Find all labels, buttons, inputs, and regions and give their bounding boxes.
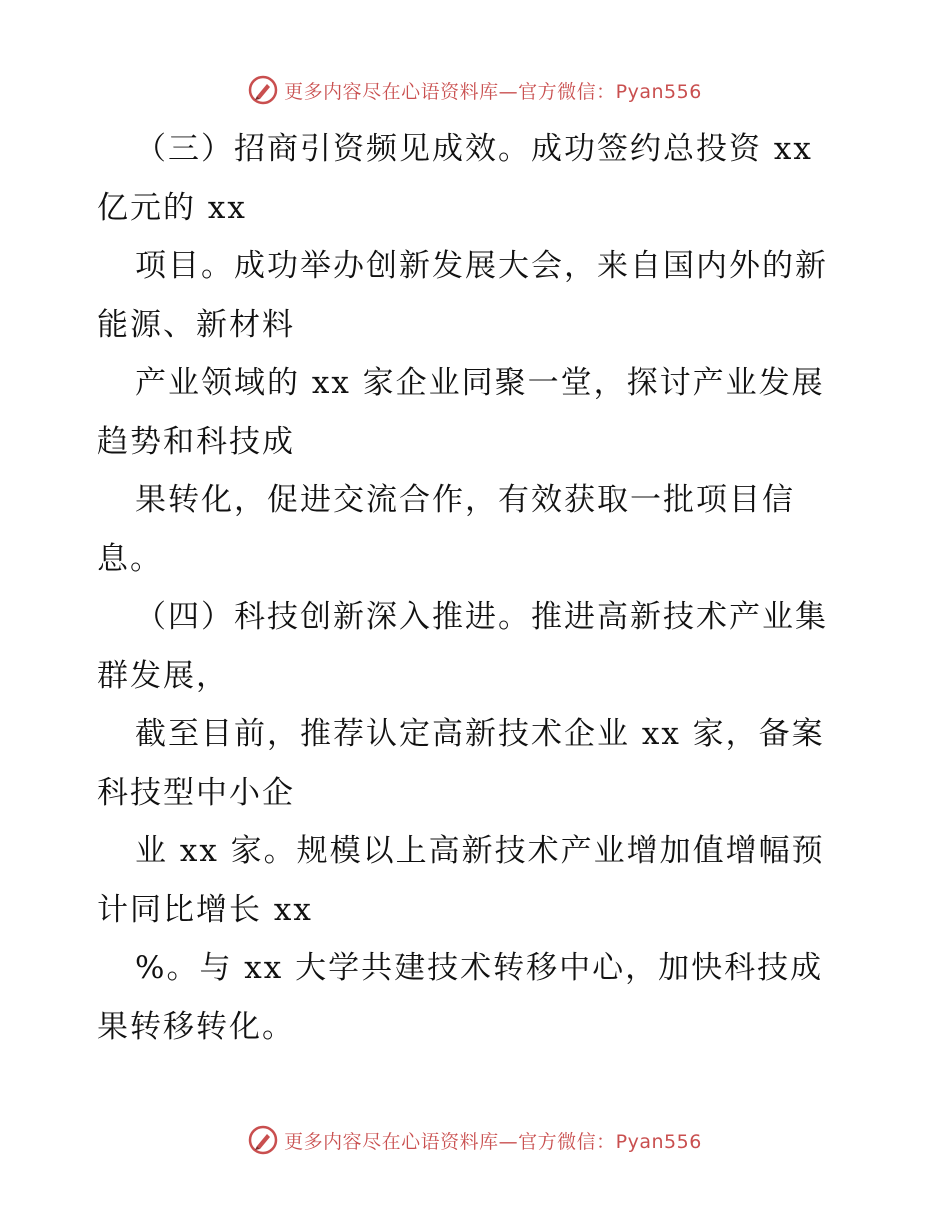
text-line: 截至目前，推荐认定高新技术企业 xx 家，备案: [135, 716, 825, 752]
text-line: 果转化，促进交流合作，有效获取一批项目信: [135, 482, 795, 518]
text-line: （四）科技创新深入推进。推进高新技术产业集: [135, 599, 828, 635]
watermark-text: 更多内容尽在心语资料库—官方微信：Pyan556: [284, 1130, 702, 1153]
text-line: 业 xx 家。规模以上高新技术产业增加值增幅预: [135, 833, 825, 869]
text-line: 计同比增长 xx: [97, 891, 313, 928]
text-line: 能源、新材料: [97, 306, 295, 343]
pen-logo-icon: [248, 1125, 278, 1155]
document-body: [97, 120, 857, 1056]
text-line: 项目。成功举办创新发展大会，来自国内外的新: [135, 248, 828, 284]
text-line: %。与 xx 大学共建技术转移中心，加快科技成: [135, 950, 824, 986]
pen-logo-icon: [248, 75, 278, 105]
text-line: 科技型中小企: [97, 774, 295, 811]
text-line: 趋势和科技成: [97, 423, 295, 460]
watermark-text: 更多内容尽在心语资料库—官方微信：Pyan556: [284, 80, 702, 103]
header-watermark: [0, 70, 950, 110]
text-line: 息。: [97, 540, 163, 577]
text-line: 亿元的 xx: [97, 189, 247, 226]
text-line: （三）招商引资频见成效。成功签约总投资 xx: [135, 131, 813, 167]
text-line: 产业领域的 xx 家企业同聚一堂，探讨产业发展: [135, 365, 825, 401]
text-line: 群发展，: [97, 657, 229, 694]
footer-watermark: [0, 1120, 950, 1160]
text-line: 果转移转化。: [97, 1008, 295, 1045]
